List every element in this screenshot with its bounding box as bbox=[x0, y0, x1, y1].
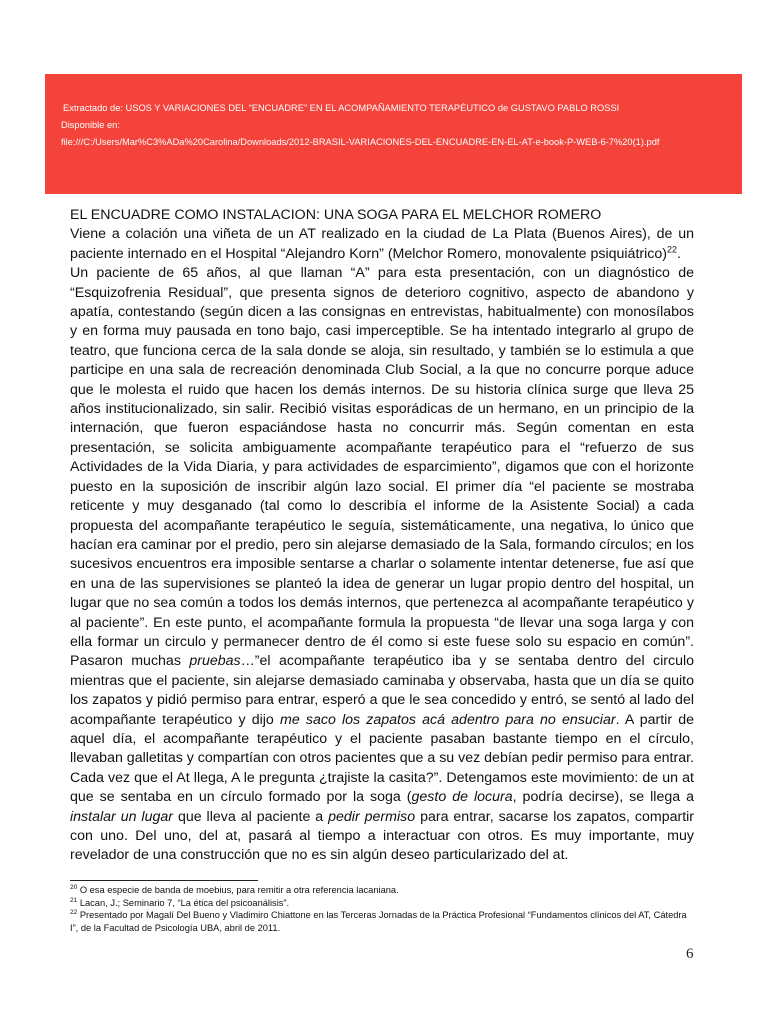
footnote-number: 20 bbox=[70, 883, 78, 891]
section-title: EL ENCUADRE COMO INSTALACION: UNA SOGA PARA EL MELCHOR ROMERO bbox=[70, 207, 602, 223]
case-text-b: …”el acompañante terapéutico iba y se sentaba dentro del circulo mientras que el paciente, sin alejarse demasiado caminaba y observaba, hasta que un día se quito los zapatos y pidió permiso para entrar, esperó a que le sea concedido y entró, se sentó al lado del acompañante terapéutico y dijo bbox=[70, 653, 694, 728]
footnote-number: 22 bbox=[70, 909, 78, 917]
footnote-text: Lacan, J.; Seminario 7, “La ética del psicoanálisis”. bbox=[77, 897, 290, 908]
source-banner bbox=[45, 74, 742, 194]
case-text-f: para entrar, sacarse los zapatos, compartir con uno. Del uno, del at, pasará al tiempo a interactuar con otros. Es muy importante, muy revelador de una construcción que no es sin algún deseo particularizado del at. bbox=[70, 808, 695, 864]
footnote-22 bbox=[70, 909, 690, 934]
footnote-number: 21 bbox=[70, 896, 78, 904]
footnote-text: Presentado por Magalí Del Bueno y Vladimiro Chiattone en las Terceras Jornadas de la Práctica Profesional “Fundamentos clínicos del AT, Cátedra I”, de la Facultad de Psicología UBA, abril de 2011. bbox=[70, 910, 687, 933]
footnote-21 bbox=[70, 897, 690, 910]
case-text-e: que lleva al paciente a bbox=[172, 808, 329, 825]
case-text-d: , podría decirse), se llega a bbox=[512, 789, 695, 806]
article-body bbox=[70, 206, 694, 866]
footnote-20 bbox=[70, 884, 690, 897]
footnote-divider bbox=[70, 880, 258, 881]
source-citation: Extractado de: USOS Y VARIACIONES DEL “ENCUADRE” EN EL ACOMPAÑAMIENTO TERAPÉUTICO de GUSTAVO PABLO ROSSI bbox=[63, 103, 620, 113]
case-emph-pruebas: pruebas bbox=[189, 653, 241, 670]
source-available-label: Disponible en: bbox=[61, 120, 120, 130]
intro-end: . bbox=[677, 245, 681, 262]
intro-text: Viene a colación una viñeta de un AT realizado en la ciudad de La Plata (Buenos Aires), de un paciente internado en el Hospital “Alejandro Korn” (Melchor Romero, monovalente psiquiátrico) bbox=[70, 226, 694, 262]
page-number: 6 bbox=[686, 946, 694, 962]
intro-paragraph bbox=[70, 225, 694, 264]
source-file-path: file:///C:/Users/Mar%C3%ADa%20Carolina/Downloads/2012-BRASIL-VARIACIONES-DEL-ENCUADRE-EN-EL-AT-e-book-P-WEB-6-7%20(1).pdf bbox=[61, 137, 660, 147]
case-text-a: Un paciente de 65 años, al que llaman “A” para esta presentación, con un diagnóstico de “Esquizofrenia Residual”, que presenta signos de deterioro cognitivo, aspecto de abandono y apatía, contestando (según dicen a las consignas en entrevistas, habitualmente) con monosílabos y en forma muy pausada en tono bajo, casi imperceptible. Se ha intentado integrarlo al grupo de teatro, que funciona cerca de la sala donde se aloja, sin resultado, y también se lo estimula a que participe en una sala de recreación denominada Club Social, a la que no concurre porque aduce que le molesta el ruido que hacen los demás internos. De su historia clínica surge que lleva 25 años institucionalizado, sin salir. Recibió visitas esporádicas de un hermano, en un principio de la internación, que fueron espaciándose hasta no concurrir más. Según comentan en esta presentación, se solicita ambiguamente acompañante terapéutico para el “refuerzo de sus Actividades de la Vida Diaria, y para actividades de esparcimiento”, digamos que con el horizonte puesto en la suposición de inscribir algún lazo social. El primer día “el paciente se mostraba reticente y muy desganado (tal como lo describía el informe de la Asistente Social) a cada propuesta del acompañante terapéutico le seguía, sistemáticamente, una negativa, lo único que hacían era caminar por el predio, pero sin alejarse demasiado de la Sala, formando círculos; en los sucesivos encuentros era imposible sentarse a charlar o solamente intentar detenerse, fue así que en una de las supervisiones se planteó la idea de generar un lugar propio dentro del hospital, un lugar que no sea común a todos los demás internos, que pertenezca al acompañante terapéutico y al paciente”. En este punto, el acompañante formula la propuesta “de llevar una soga larga y con ella formar un circulo y permanecer dentro de él como si este fuese solo su espacio en común”. Pasaron muchas bbox=[70, 265, 694, 670]
case-emph-pedir: pedir permiso bbox=[328, 808, 416, 825]
case-paragraph bbox=[70, 264, 694, 866]
case-text-c: . A partir de aquel día, el acompañante terapéutico y el paciente pasaban bastante tiempo en el círculo, llevaban galletitas y compartían con otros pacientes que a su vez debían pedir permiso para entrar. Cada vez que el At llega, A le pregunta ¿trajiste la casita?”. Detengamos este movimiento: de un at que se sentaba en un círculo formado por la soga ( bbox=[70, 711, 694, 806]
case-emph-gesto: gesto de locura bbox=[411, 789, 513, 806]
footnote-ref-22: 22 bbox=[666, 244, 677, 255]
footnotes bbox=[70, 884, 690, 934]
case-emph-quote: me saco los zapatos acá adentro para no ensuciar bbox=[280, 711, 616, 728]
case-emph-instalar: instalar un lugar bbox=[70, 808, 173, 825]
footnote-text: O esa especie de banda de moebius, para remitir a otra referencia lacaniana. bbox=[77, 885, 399, 895]
